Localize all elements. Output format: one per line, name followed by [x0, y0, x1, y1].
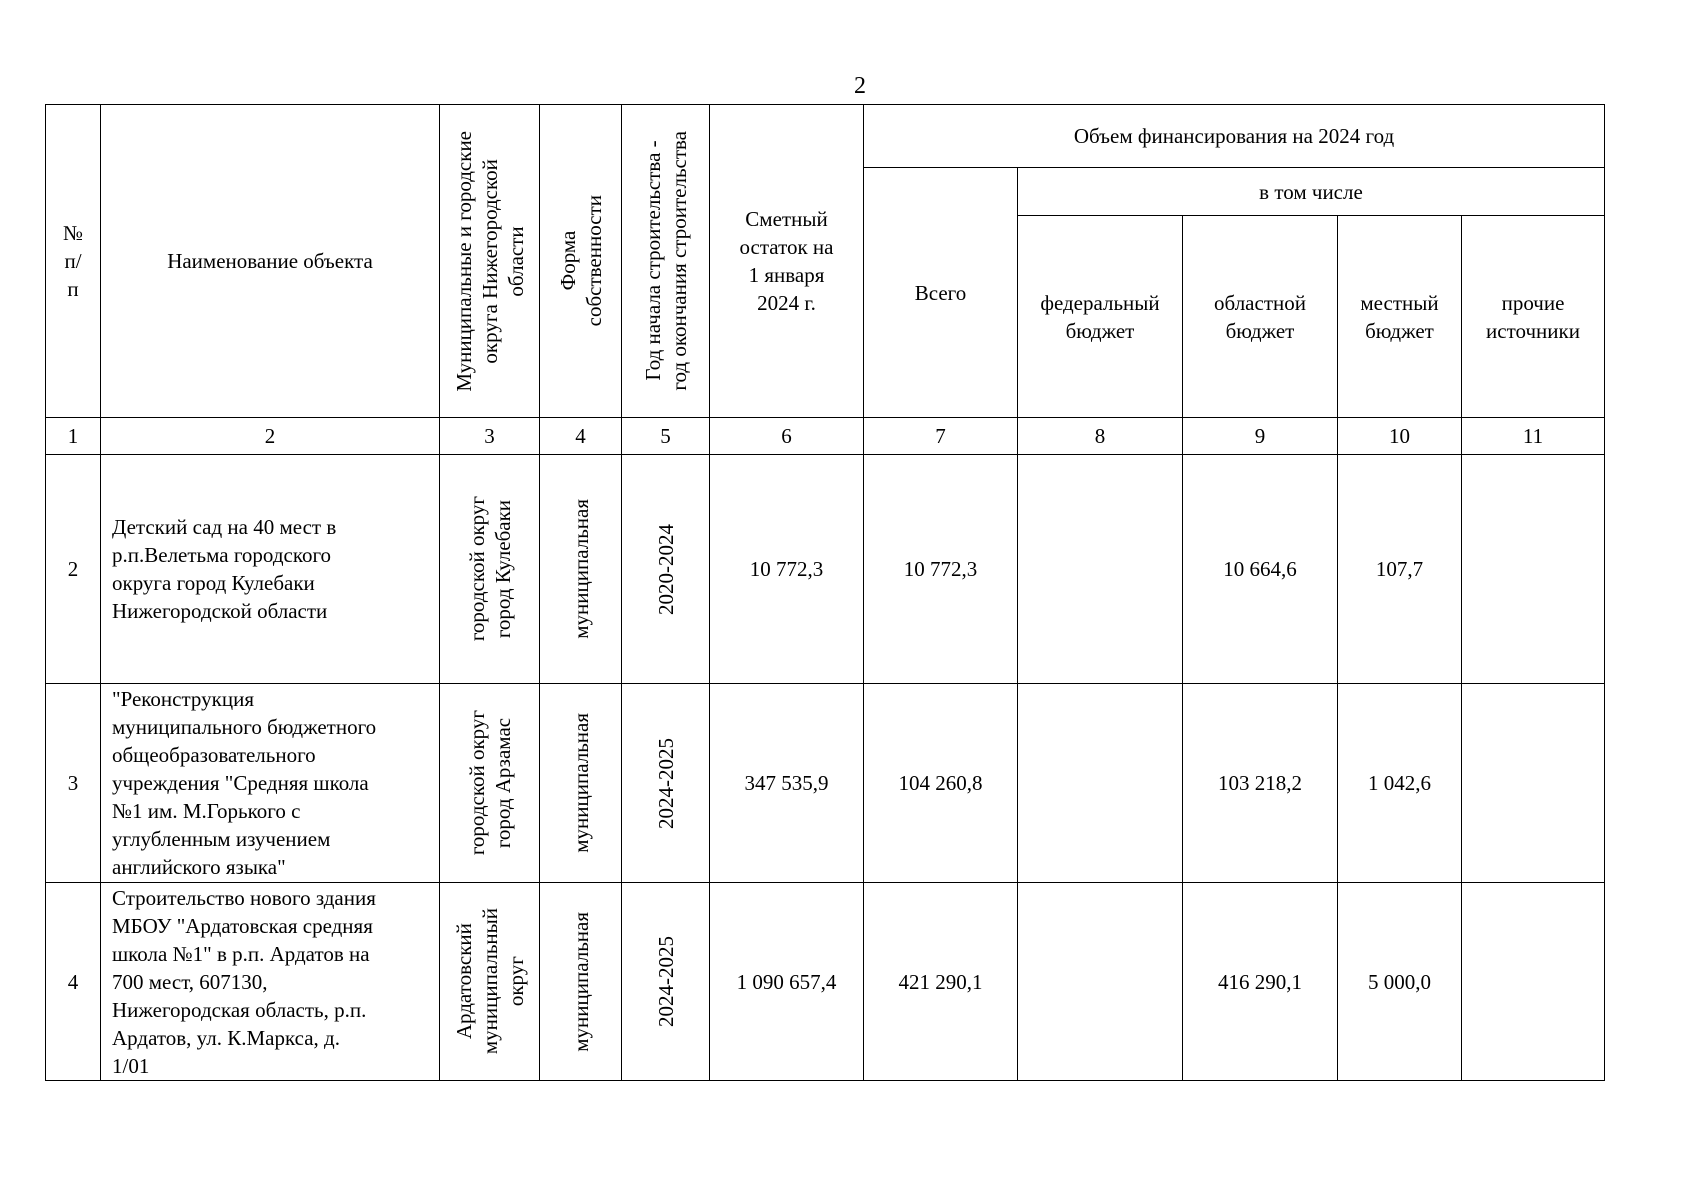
row-balance: 347 535,9 [710, 684, 864, 883]
table-row [46, 883, 1605, 1081]
row-total: 104 260,8 [864, 684, 1018, 883]
header-municipality [440, 105, 540, 418]
column-number: 10 [1338, 418, 1462, 455]
row-local: 107,7 [1338, 455, 1462, 684]
column-number: 11 [1462, 418, 1605, 455]
column-number: 5 [622, 418, 710, 455]
row-balance: 1 090 657,4 [710, 883, 864, 1081]
row-years [622, 883, 710, 1081]
row-object-name [101, 455, 440, 684]
table-row [46, 684, 1605, 883]
row-years-text: 2024-2025 [653, 936, 678, 1027]
row-municipality-text: городской округ город Кулебаки [464, 496, 515, 642]
header-num [46, 105, 101, 418]
row-federal [1018, 883, 1183, 1081]
row-object-name [101, 684, 440, 883]
header-years [622, 105, 710, 418]
header-other [1462, 216, 1605, 418]
header-total [864, 168, 1018, 418]
header-name-label: Наименование объекта [167, 249, 373, 273]
header-balance-label: Сметный остаток на 1 января 2024 г. [739, 207, 834, 315]
header-balance [710, 105, 864, 418]
column-number: 8 [1018, 418, 1183, 455]
row-ownership [540, 455, 622, 684]
row-local: 5 000,0 [1338, 883, 1462, 1081]
row-regional: 416 290,1 [1183, 883, 1338, 1081]
row-ownership-text: муниципальная [568, 911, 593, 1052]
financing-table [45, 104, 1605, 1081]
row-local: 1 042,6 [1338, 684, 1462, 883]
column-number: 9 [1183, 418, 1338, 455]
header-row-1 [46, 105, 1605, 168]
page-number: 2 [854, 73, 866, 99]
column-numbers-row [46, 418, 1605, 455]
row-regional: 10 664,6 [1183, 455, 1338, 684]
row-other [1462, 684, 1605, 883]
header-local [1338, 216, 1462, 418]
row-balance: 10 772,3 [710, 455, 864, 684]
row-total: 10 772,3 [864, 455, 1018, 684]
row-regional: 103 218,2 [1183, 684, 1338, 883]
column-number: 4 [540, 418, 622, 455]
row-years [622, 455, 710, 684]
header-funding-group [864, 105, 1605, 168]
row-municipality [440, 883, 540, 1081]
header-other-label: прочие источники [1486, 290, 1580, 343]
header-local-label: местный бюджет [1360, 290, 1439, 343]
row-other [1462, 455, 1605, 684]
row-federal [1018, 684, 1183, 883]
header-including-label: в том числе [1259, 179, 1363, 204]
row-total: 421 290,1 [864, 883, 1018, 1081]
row-ownership [540, 883, 622, 1081]
row-other [1462, 883, 1605, 1081]
header-years-label: Год начала строительства - год окончания строительства [640, 131, 691, 391]
row-ownership-text: муниципальная [568, 713, 593, 853]
header-including [1018, 168, 1605, 216]
row-object-name-text: "Реконструкция муниципального бюджетного общеобразовательного учреждения "Средняя школа №1 им. М.Горького с углубленным изучением английского языка" [112, 687, 377, 879]
header-total-label: Всего [914, 280, 967, 305]
column-number: 6 [710, 418, 864, 455]
column-number: 2 [101, 418, 440, 455]
row-municipality [440, 684, 540, 883]
header-ownership-label: Форма собственности [555, 195, 606, 327]
header-federal-label: федеральный бюджет [1040, 290, 1160, 343]
row-object-name [101, 883, 440, 1081]
row-num: 3 [46, 684, 101, 883]
row-years [622, 684, 710, 883]
row-years-text: 2024-2025 [653, 737, 678, 829]
row-municipality [440, 455, 540, 684]
row-federal [1018, 455, 1183, 684]
row-ownership [540, 684, 622, 883]
header-municipality-label: Муниципальные и городские округа Нижегородской области [451, 130, 528, 392]
table-row [46, 455, 1605, 684]
row-object-name-text: Строительство нового здания МБОУ "Ардатовская средняя школа №1" в р.п. Ардатов на 700 мест, 607130, Нижегородская область, р.п. Ардатов, ул. К.Маркса, д. 1/01 [112, 885, 376, 1078]
row-municipality-text: городской округ город Арзамас [464, 710, 515, 856]
row-num: 2 [46, 455, 101, 684]
header-num-label: № п/ п [62, 221, 84, 301]
row-ownership-text: муниципальная [568, 499, 593, 639]
header-funding-group-label: Объем финансирования на 2024 год [1073, 124, 1395, 148]
column-number: 3 [440, 418, 540, 455]
header-federal [1018, 216, 1183, 418]
header-regional [1183, 216, 1338, 418]
row-years-text: 2020-2024 [653, 523, 678, 615]
header-regional-label: областной бюджет [1214, 290, 1306, 343]
header-ownership [540, 105, 622, 418]
row-num: 4 [46, 883, 101, 1081]
column-number: 1 [46, 418, 101, 455]
row-municipality-text: Ардатовский муниципальный округ [451, 908, 528, 1055]
column-number: 7 [864, 418, 1018, 455]
row-object-name-text: Детский сад на 40 мест в р.п.Велетьма городского округа город Кулебаки Нижегородской области [112, 515, 337, 623]
header-name [101, 105, 440, 418]
